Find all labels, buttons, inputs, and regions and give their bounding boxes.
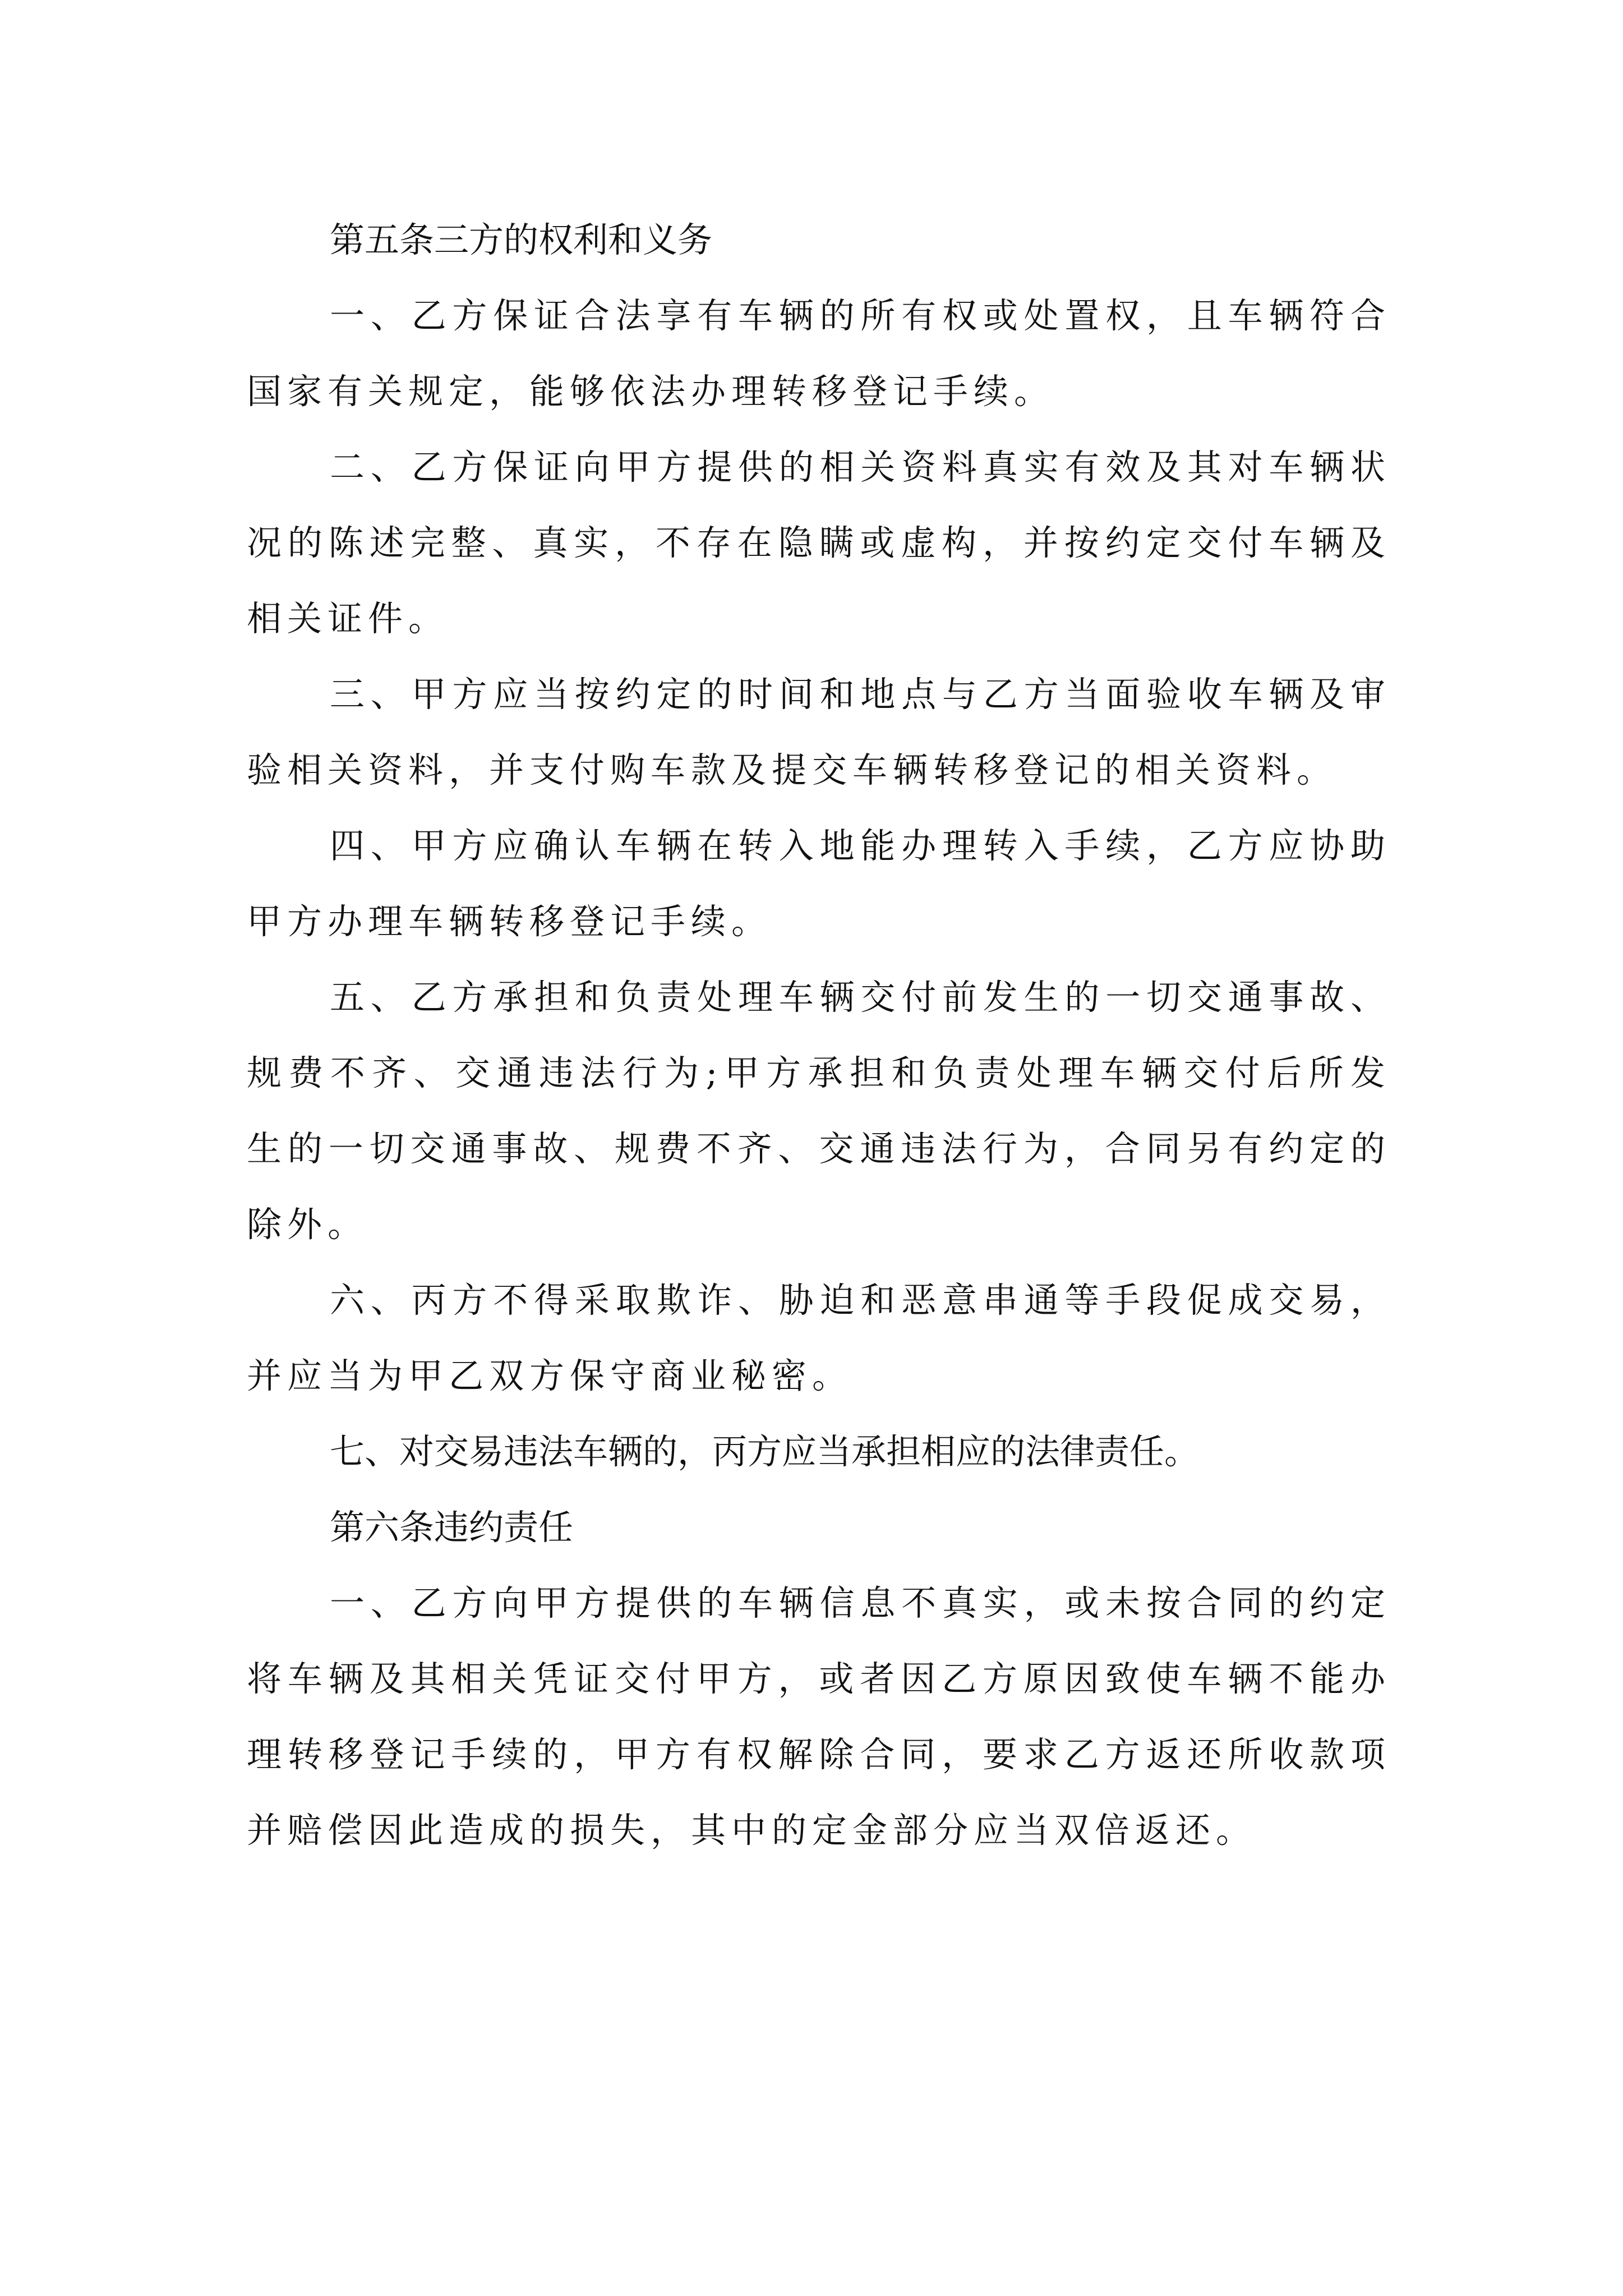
article-5-clause-5: 五、乙方承担和负责处理车辆交付前发生的一切交通事故、规费不齐、交通违法行为;甲方承担和负责处理车辆交付后所发生的一切交通事故、规费不齐、交通违法行为，合同另有约定的除外。 — [247, 977, 1391, 1245]
article-5-clause-1: 一、乙方保证合法享有车辆的所有权或处置权，且车辆符合国家有关规定，能够依法办理转移登记手续。 — [247, 295, 1391, 412]
article-5-clause-2: 二、乙方保证向甲方提供的相关资料真实有效及其对车辆状况的陈述完整、真实，不存在隐瞒或虚构，并按约定交付车辆及相关证件。 — [247, 447, 1391, 639]
article-6-clause-1: 一、乙方向甲方提供的车辆信息不真实，或未按合同的约定将车辆及其相关凭证交付甲方，或者因乙方原因致使车辆不能办理转移登记手续的，甲方有权解除合同，要求乙方返还所收款项并赔偿因此造成的损失，其中的定金部分应当双倍返还。 — [247, 1582, 1391, 1851]
article-5-clause-7: 七、对交易违法车辆的，丙方应当承担相应的法律责任。 — [330, 1431, 1200, 1472]
article-6-heading: 第六条违约责任 — [330, 1507, 574, 1548]
article-5-clause-6: 六、丙方不得采取欺诈、胁迫和恶意串通等手段促成交易，并应当为甲乙双方保守商业秘密。 — [247, 1280, 1391, 1396]
article-5-clause-4: 四、甲方应确认车辆在转入地能办理转入手续，乙方应协助甲方办理车辆转移登记手续。 — [247, 825, 1391, 942]
article-5-clause-3: 三、甲方应当按约定的时间和地点与乙方当面验收车辆及审验相关资料，并支付购车款及提交车辆转移登记的相关资料。 — [247, 674, 1391, 790]
article-5-heading: 第五条三方的权利和义务 — [330, 219, 713, 260]
document-page — [247, 202, 1391, 1868]
